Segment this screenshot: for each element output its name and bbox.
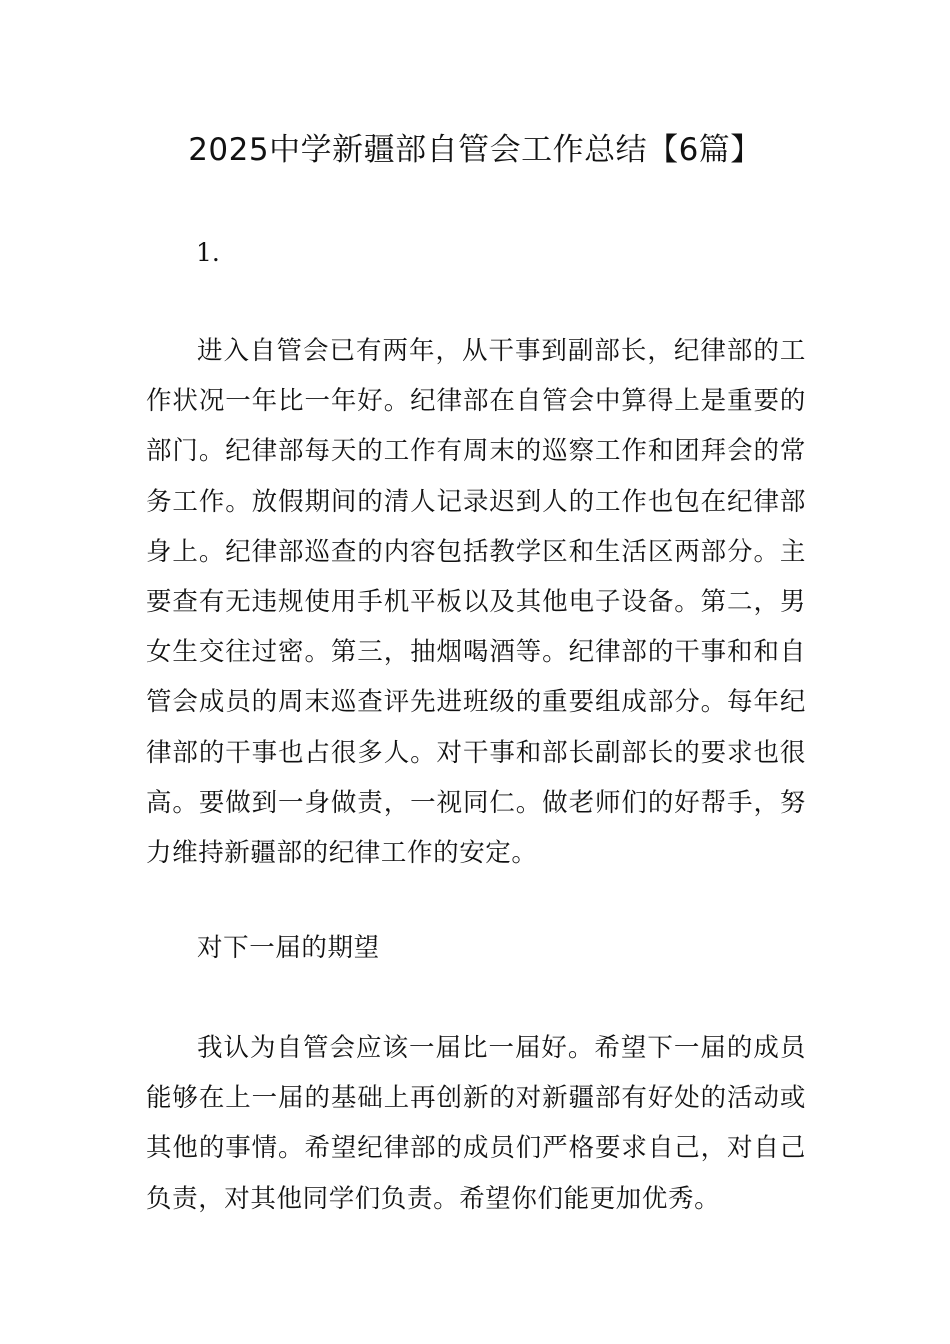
paragraph-heading-expectations: 对下一届的期望: [197, 933, 380, 963]
document-title: 2025中学新疆部自管会工作总结【6篇】: [188, 132, 762, 168]
paragraph-expectations: 我认为自管会应该一届比一届好。希望下一届的成员能够在上一届的基础上再创新的对新疆部有好处的活动或其他的事情。希望纪律部的成员们严格要求自己，对自己负责，对其他同学们负责。希望你们能更加优秀。: [146, 1033, 806, 1214]
paragraph-work-summary: 进入自管会已有两年，从干事到副部长，纪律部的工作状况一年比一年好。纪律部在自管会中算得上是重要的部门。纪律部每天的工作有周末的巡察工作和团拜会的常务工作。放假期间的清人记录迟到人的工作也包在纪律部身上。纪律部巡查的内容包括教学区和生活区两部分。主要查有无违规使用手机平板以及其他电子设备。第二，男女生交往过密。第三，抽烟喝酒等。纪律部的干事和和自管会成员的周末巡查评先进班级的重要组成部分。每年纪律部的干事也占很多人。对干事和部长副部长的要求也很高。要做到一身做责，一视同仁。做老师们的好帮手，努力维持新疆部的纪律工作的安定。: [146, 336, 806, 869]
section-number: 1.: [196, 238, 220, 267]
